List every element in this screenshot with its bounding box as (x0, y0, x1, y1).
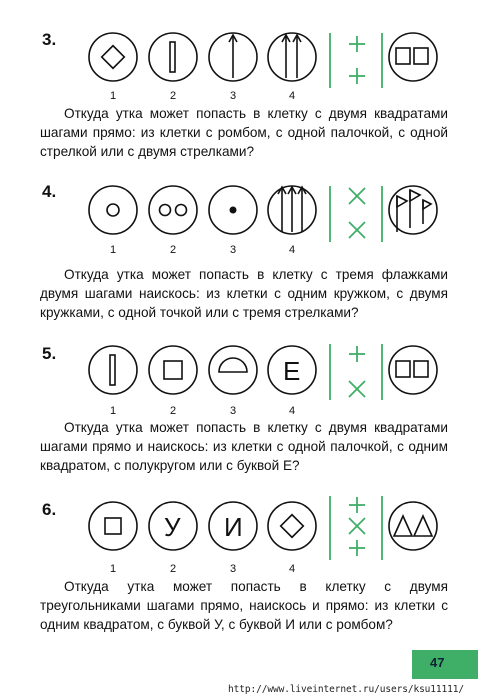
plus-icon (349, 497, 365, 513)
footer-url[interactable]: http://www.liveinternet.ru/users/ksu11111/ (228, 684, 465, 695)
letter-u-icon: У (164, 512, 181, 542)
label-2: 2 (170, 90, 177, 102)
label-3: 3 (230, 90, 237, 102)
task-number: 5. (42, 344, 57, 363)
label-2: 2 (170, 563, 177, 575)
label-1: 1 (110, 244, 117, 256)
label-2: 2 (170, 244, 177, 256)
rhombus-icon (281, 515, 304, 538)
letter-icon: Е (283, 356, 301, 386)
circle-4 (268, 502, 316, 550)
letter-i-icon: И (224, 512, 243, 542)
question-text: Откуда утка может попасть в клетку с двумя квадратами шагами прямо: из клетки с ромбом, с одной палочкой, с одной стрелкой или с двумя стрелками? (40, 106, 448, 159)
page-number-box (412, 650, 478, 679)
question-text: Откуда утка может попасть в клетку с двумя квадратами шагами прямо и наискось: из клетки с одной палочкой, с одним квадратом, с полукругом или с буквой Е? (40, 420, 448, 473)
cross-icon (349, 518, 365, 534)
label-4: 4 (289, 244, 296, 256)
label-3: 3 (230, 405, 237, 417)
page-number: 47 (430, 655, 445, 670)
label-1: 1 (110, 405, 117, 417)
label-1: 1 (110, 90, 117, 102)
question-text: Откуда утка может попасть в клетку с тремя флажками двумя шагами наискось: из клетки с одним кружком, с двумя кружками, с одной точкой или с тремя стрелками? (40, 267, 448, 320)
label-4: 4 (289, 405, 296, 417)
question-text: Откуда утка может попасть в клетку с двумя треугольниками шагами прямо, наискось и прямо: из клетки с одним квадратом, с буквой У, с буквой И или с ромбом? (40, 579, 448, 632)
label-3: 3 (230, 563, 237, 575)
label-1: 1 (110, 563, 117, 575)
square-icon (105, 518, 121, 534)
circle-target (389, 502, 437, 550)
label-3: 3 (230, 244, 237, 256)
task-number: 4. (42, 182, 57, 201)
task-number: 6. (42, 500, 57, 519)
label-4: 4 (289, 90, 296, 102)
label-2: 2 (170, 405, 177, 417)
task-number: 3. (42, 30, 57, 49)
plus-icon (349, 540, 365, 556)
label-4: 4 (289, 563, 296, 575)
triangle-icon (394, 516, 412, 536)
triangle-icon (414, 516, 432, 536)
circle-1 (89, 502, 137, 550)
